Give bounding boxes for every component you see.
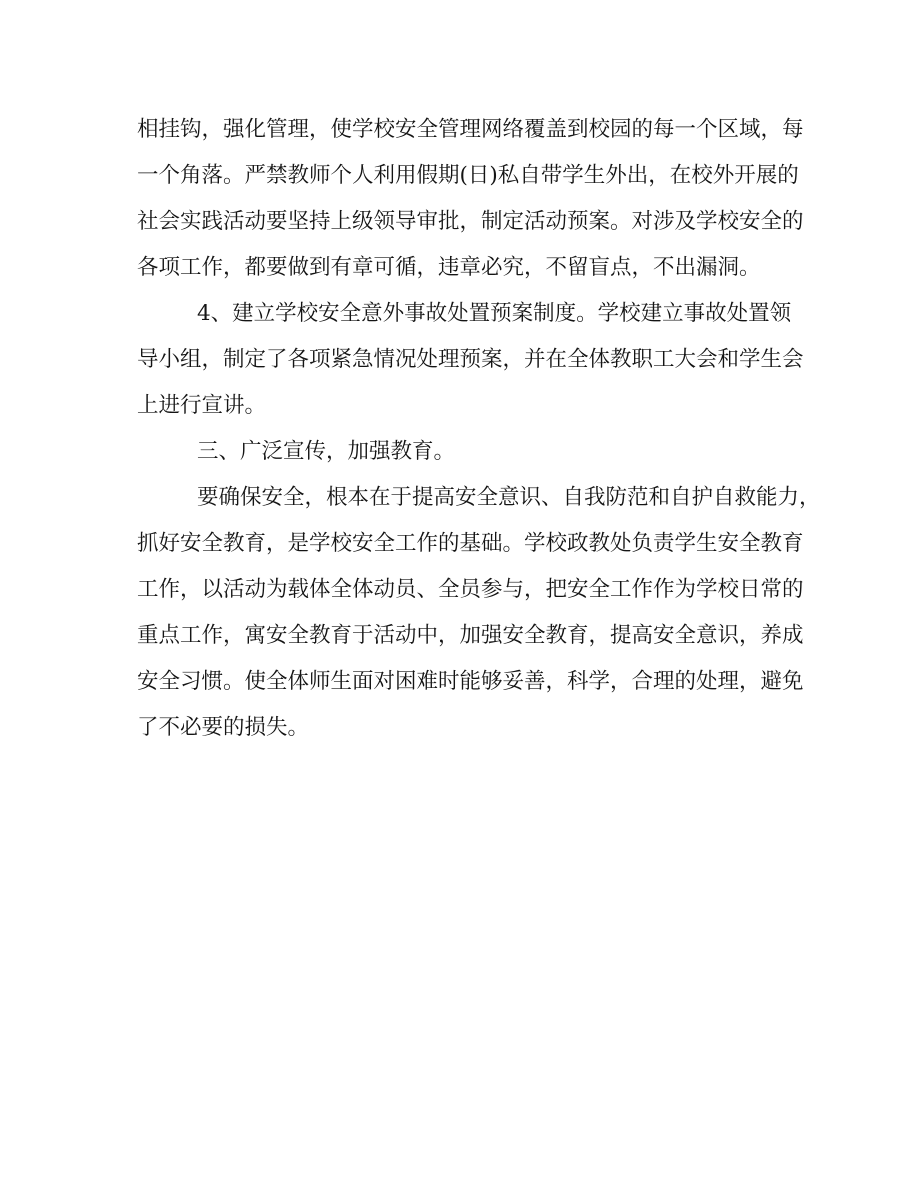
paragraph-4-line-6: 了不必要的损失。: [137, 715, 310, 740]
paragraph-1-line-2: 一个角落。严禁教师个人利用假期(日)私自带学生外出，在校外开展的: [137, 163, 799, 188]
paragraph-4-line-4: 重点工作，寓安全教育于活动中，加强安全教育，提高安全意识，养成: [137, 623, 804, 648]
paragraph-4-line-1: 要确保安全，根本在于提高安全意识、自我防范和自护自救能力，: [197, 485, 821, 510]
paragraph-2-line-1: 4、建立学校安全意外事故处置预案制度。学校建立事故处置领: [197, 301, 792, 326]
section-heading-3-text: 三、广泛宣传，加强教育。: [197, 439, 456, 464]
paragraph-1: [137, 107, 804, 291]
paragraph-1-line-4: 各项工作，都要做到有章可循，违章必究，不留盲点，不出漏洞。: [137, 255, 761, 280]
paragraph-4-line-5: 安全习惯。使全体师生面对困难时能够妥善，科学，合理的处理，避免: [137, 669, 804, 694]
section-heading-3: [137, 429, 789, 475]
paragraph-4-line-2: 抓好安全教育，是学校安全工作的基础。学校政教处负责学生安全教育: [137, 531, 804, 556]
paragraph-2-line-3: 上进行宣讲。: [137, 393, 267, 418]
paragraph-1-line-3: 社会实践活动要坚持上级领导审批，制定活动预案。对涉及学校安全的: [137, 209, 804, 234]
paragraph-2-line-2: 导小组，制定了各项紧急情况处理预案，并在全体教职工大会和学生会: [137, 347, 804, 372]
paragraph-2: [137, 291, 804, 429]
paragraph-4: [137, 475, 821, 751]
paragraph-4-line-3: 工作，以活动为载体全体动员、全员参与，把安全工作作为学校日常的: [137, 577, 804, 602]
paragraph-1-line-1: 相挂钩，强化管理，使学校安全管理网络覆盖到校园的每一个区域，每: [137, 117, 804, 142]
document-body: [137, 107, 821, 751]
